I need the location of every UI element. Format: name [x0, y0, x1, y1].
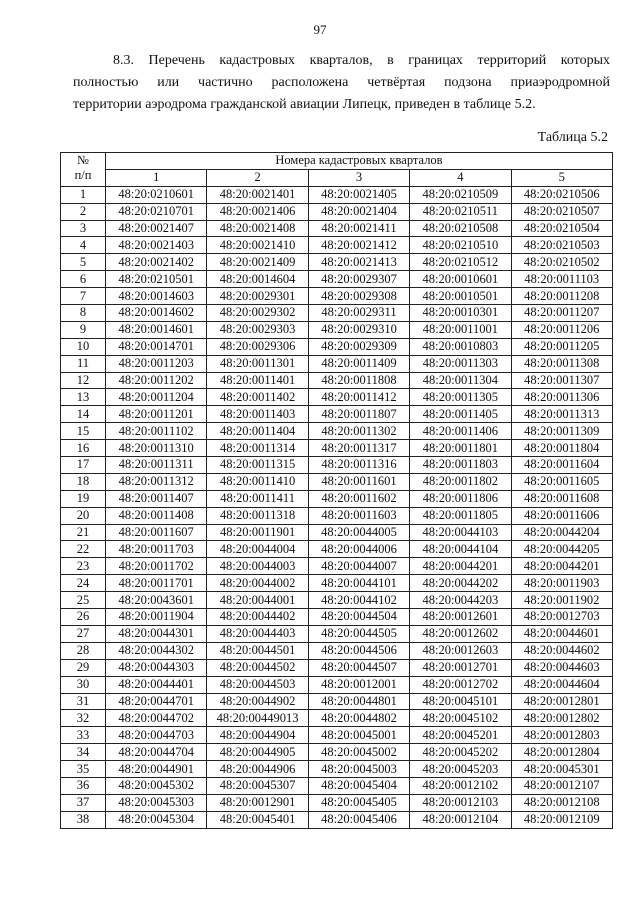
table-row [61, 203, 613, 220]
cadastral-number-cell: 48:20:0011307 [511, 372, 612, 389]
cadastral-number-cell: 48:20:0012601 [410, 609, 511, 626]
table-caption: Таблица 5.2 [537, 130, 608, 145]
table-row [61, 355, 613, 372]
row-number-cell: 7 [61, 288, 106, 305]
cadastral-number-cell: 48:20:0029309 [308, 338, 409, 355]
cadastral-number-cell: 48:20:0044905 [207, 744, 308, 761]
group-header: Номера кадастровых кварталов [106, 153, 613, 170]
row-number-cell: 34 [61, 744, 106, 761]
cadastral-number-cell: 48:20:0045304 [106, 811, 207, 828]
cadastral-number-cell: 48:20:0044506 [308, 642, 409, 659]
cadastral-number-cell: 48:20:0029307 [308, 271, 409, 288]
cadastral-number-cell: 48:20:0011103 [511, 271, 612, 288]
row-number-cell: 14 [61, 406, 106, 423]
table-row [61, 558, 613, 575]
table-row [61, 186, 613, 203]
cadastral-number-cell: 48:20:0011604 [511, 457, 612, 474]
cadastral-number-cell: 48:20:0044504 [308, 609, 409, 626]
cadastral-number-cell: 48:20:0011317 [308, 440, 409, 457]
row-number-cell: 17 [61, 457, 106, 474]
row-number-cell: 16 [61, 440, 106, 457]
cadastral-number-cell: 48:20:0044704 [106, 744, 207, 761]
cadastral-number-cell: 48:20:0045203 [410, 761, 511, 778]
cadastral-number-cell: 48:20:0044702 [106, 710, 207, 727]
cadastral-number-cell: 48:20:0044701 [106, 693, 207, 710]
cadastral-number-cell: 48:20:0045406 [308, 811, 409, 828]
cadastral-number-cell: 48:20:0014601 [106, 321, 207, 338]
table-row [61, 541, 613, 558]
row-number-cell: 27 [61, 625, 106, 642]
cadastral-number-cell: 48:20:0010601 [410, 271, 511, 288]
cadastral-number-cell: 48:20:0011408 [106, 507, 207, 524]
cadastral-number-cell: 48:20:0029302 [207, 305, 308, 322]
cadastral-number-cell: 48:20:0011603 [308, 507, 409, 524]
cadastral-quarters-table [60, 152, 613, 829]
row-number-cell: 11 [61, 355, 106, 372]
table-row [61, 727, 613, 744]
row-number-cell: 31 [61, 693, 106, 710]
row-number-cell: 10 [61, 338, 106, 355]
cadastral-number-cell: 48:20:0021402 [106, 254, 207, 271]
cadastral-number-cell: 48:20:0045102 [410, 710, 511, 727]
cadastral-number-cell: 48:20:0021401 [207, 186, 308, 203]
cadastral-number-cell: 48:20:0021406 [207, 203, 308, 220]
table-row [61, 592, 613, 609]
table-row [61, 625, 613, 642]
cadastral-number-cell: 48:20:0044203 [410, 592, 511, 609]
cadastral-number-cell: 48:20:0044204 [511, 524, 612, 541]
cadastral-number-cell: 48:20:0045003 [308, 761, 409, 778]
row-number-cell: 22 [61, 541, 106, 558]
cadastral-number-cell: 48:20:0029301 [207, 288, 308, 305]
cadastral-number-cell: 48:20:0210507 [511, 203, 612, 220]
cadastral-number-cell: 48:20:0029311 [308, 305, 409, 322]
cadastral-number-cell: 48:20:0012109 [511, 811, 612, 828]
cadastral-number-cell: 48:20:0011312 [106, 473, 207, 490]
cadastral-number-cell: 48:20:0044006 [308, 541, 409, 558]
cadastral-number-cell: 48:20:0044401 [106, 676, 207, 693]
cadastral-number-cell: 48:20:0014701 [106, 338, 207, 355]
cadastral-number-cell: 48:20:0210504 [511, 220, 612, 237]
cadastral-number-cell: 48:20:0011601 [308, 473, 409, 490]
cadastral-number-cell: 48:20:0011314 [207, 440, 308, 457]
row-number-cell: 1 [61, 186, 106, 203]
table-row [61, 271, 613, 288]
cadastral-number-cell: 48:20:0011804 [511, 440, 612, 457]
cadastral-number-cell: 48:20:0045001 [308, 727, 409, 744]
row-number-cell: 18 [61, 473, 106, 490]
cadastral-number-cell: 48:20:0011301 [207, 355, 308, 372]
cadastral-number-cell: 48:20:0210701 [106, 203, 207, 220]
cadastral-number-cell: 48:20:0045302 [106, 777, 207, 794]
cadastral-number-cell: 48:20:0044303 [106, 659, 207, 676]
column-number: 1 [106, 169, 207, 186]
cadastral-number-cell: 48:20:0011202 [106, 372, 207, 389]
cadastral-number-cell: 48:20:0044402 [207, 609, 308, 626]
table-row [61, 220, 613, 237]
cadastral-number-cell: 48:20:0044505 [308, 625, 409, 642]
cadastral-number-cell: 48:20:0012803 [511, 727, 612, 744]
column-number: 3 [308, 169, 409, 186]
cadastral-number-cell: 48:20:0012702 [410, 676, 511, 693]
cadastral-number-cell: 48:20:0044101 [308, 575, 409, 592]
row-number-cell: 29 [61, 659, 106, 676]
cadastral-number-cell: 48:20:0012804 [511, 744, 612, 761]
row-number-header-label: п/п [74, 168, 92, 182]
row-number-cell: 15 [61, 423, 106, 440]
table-row [61, 744, 613, 761]
cadastral-number-cell: 48:20:0044102 [308, 592, 409, 609]
cadastral-number-cell: 48:20:0011406 [410, 423, 511, 440]
table-row [61, 794, 613, 811]
cadastral-number-cell: 48:20:0210509 [410, 186, 511, 203]
cadastral-number-cell: 48:20:0210508 [410, 220, 511, 237]
cadastral-number-cell: 48:20:0011404 [207, 423, 308, 440]
cadastral-number-cell: 48:20:0011316 [308, 457, 409, 474]
column-number: 5 [511, 169, 612, 186]
cadastral-number-cell: 48:20:0044005 [308, 524, 409, 541]
cadastral-number-cell: 48:20:0044202 [410, 575, 511, 592]
cadastral-number-cell: 48:20:0044801 [308, 693, 409, 710]
row-number-cell: 24 [61, 575, 106, 592]
cadastral-number-cell: 48:20:0011306 [511, 389, 612, 406]
cadastral-number-cell: 48:20:0011207 [511, 305, 612, 322]
row-number-cell: 5 [61, 254, 106, 271]
cadastral-number-cell: 48:20:0011305 [410, 389, 511, 406]
row-number-cell: 37 [61, 794, 106, 811]
cadastral-number-cell: 48:20:0010301 [410, 305, 511, 322]
cadastral-number-cell: 48:20:0011401 [207, 372, 308, 389]
table-row [61, 237, 613, 254]
cadastral-number-cell: 48:20:0014602 [106, 305, 207, 322]
cadastral-number-cell: 48:20:0210601 [106, 186, 207, 203]
cadastral-number-cell: 48:20:0210501 [106, 271, 207, 288]
cadastral-number-cell: 48:20:0012104 [410, 811, 511, 828]
cadastral-number-cell: 48:20:0011203 [106, 355, 207, 372]
cadastral-number-cell: 48:20:0044507 [308, 659, 409, 676]
cadastral-number-cell: 48:20:0210512 [410, 254, 511, 271]
cadastral-number-cell: 48:20:0210510 [410, 237, 511, 254]
table-row [61, 777, 613, 794]
cadastral-number-cell: 48:20:0044201 [410, 558, 511, 575]
cadastral-number-cell: 48:20:0011410 [207, 473, 308, 490]
row-number-cell: 9 [61, 321, 106, 338]
table-row [61, 609, 613, 626]
row-number-header [61, 153, 106, 187]
cadastral-number-cell: 48:20:0011206 [511, 321, 612, 338]
row-number-cell: 21 [61, 524, 106, 541]
cadastral-number-cell: 48:20:0011801 [410, 440, 511, 457]
row-number-cell: 2 [61, 203, 106, 220]
cadastral-number-cell: 48:20:0011411 [207, 490, 308, 507]
cadastral-number-cell: 48:20:0011903 [511, 575, 612, 592]
cadastral-number-cell: 48:20:0011204 [106, 389, 207, 406]
table-row [61, 372, 613, 389]
cadastral-number-cell: 48:20:0044901 [106, 761, 207, 778]
cadastral-number-cell: 48:20:0011407 [106, 490, 207, 507]
cadastral-number-cell: 48:20:0044103 [410, 524, 511, 541]
cadastral-number-cell: 48:20:0044802 [308, 710, 409, 727]
table-row [61, 524, 613, 541]
cadastral-number-cell: 48:20:0011602 [308, 490, 409, 507]
table-row [61, 676, 613, 693]
cadastral-number-cell: 48:20:0210506 [511, 186, 612, 203]
cadastral-number-cell: 48:20:0029303 [207, 321, 308, 338]
table-row [61, 440, 613, 457]
table-row [61, 305, 613, 322]
row-number-cell: 32 [61, 710, 106, 727]
cadastral-number-cell: 48:20:0011805 [410, 507, 511, 524]
table-row [61, 642, 613, 659]
table-row [61, 288, 613, 305]
cadastral-number-cell: 48:20:0011607 [106, 524, 207, 541]
cadastral-number-cell: 48:20:0011412 [308, 389, 409, 406]
cadastral-number-cell: 48:20:0045307 [207, 777, 308, 794]
cadastral-number-cell: 48:20:0021412 [308, 237, 409, 254]
cadastral-number-cell: 48:20:0011807 [308, 406, 409, 423]
cadastral-number-cell: 48:20:0021413 [308, 254, 409, 271]
cadastral-number-cell: 48:20:0044403 [207, 625, 308, 642]
cadastral-number-cell: 48:20:0021405 [308, 186, 409, 203]
cadastral-number-cell: 48:20:00449013 [207, 710, 308, 727]
cadastral-number-cell: 48:20:0012001 [308, 676, 409, 693]
cadastral-number-cell: 48:20:0011201 [106, 406, 207, 423]
cadastral-number-cell: 48:20:0011313 [511, 406, 612, 423]
table-row [61, 338, 613, 355]
cadastral-number-cell: 48:20:0011303 [410, 355, 511, 372]
table-row [61, 490, 613, 507]
cadastral-number-cell: 48:20:0011302 [308, 423, 409, 440]
row-number-cell: 4 [61, 237, 106, 254]
cadastral-number-cell: 48:20:0012703 [511, 609, 612, 626]
row-number-cell: 23 [61, 558, 106, 575]
row-number-cell: 3 [61, 220, 106, 237]
cadastral-number-cell: 48:20:0012603 [410, 642, 511, 659]
cadastral-number-cell: 48:20:0014604 [207, 271, 308, 288]
cadastral-number-cell: 48:20:0012901 [207, 794, 308, 811]
cadastral-number-cell: 48:20:0011802 [410, 473, 511, 490]
cadastral-number-cell: 48:20:0044007 [308, 558, 409, 575]
cadastral-number-cell: 48:20:0011702 [106, 558, 207, 575]
cadastral-number-cell: 48:20:0011208 [511, 288, 612, 305]
cadastral-number-cell: 48:20:0044004 [207, 541, 308, 558]
cadastral-number-cell: 48:20:0010501 [410, 288, 511, 305]
row-number-cell: 19 [61, 490, 106, 507]
cadastral-number-cell: 48:20:0012802 [511, 710, 612, 727]
row-number-cell: 8 [61, 305, 106, 322]
cadastral-number-cell: 48:20:0044703 [106, 727, 207, 744]
paragraph-line: 8.3. Перечень кадастровых кварталов, в границах территорий которых [113, 53, 610, 68]
table-row [61, 423, 613, 440]
table-row [61, 473, 613, 490]
cadastral-number-cell: 48:20:0044201 [511, 558, 612, 575]
cadastral-number-cell: 48:20:0011904 [106, 609, 207, 626]
cadastral-number-cell: 48:20:0011902 [511, 592, 612, 609]
cadastral-number-cell: 48:20:0021408 [207, 220, 308, 237]
cadastral-number-cell: 48:20:0011605 [511, 473, 612, 490]
cadastral-number-cell: 48:20:0021410 [207, 237, 308, 254]
row-number-cell: 38 [61, 811, 106, 828]
row-number-cell: 36 [61, 777, 106, 794]
cadastral-number-cell: 48:20:0044906 [207, 761, 308, 778]
table-row [61, 761, 613, 778]
cadastral-number-cell: 48:20:0011318 [207, 507, 308, 524]
cadastral-number-cell: 48:20:0044002 [207, 575, 308, 592]
cadastral-number-cell: 48:20:0011102 [106, 423, 207, 440]
row-number-cell: 12 [61, 372, 106, 389]
cadastral-number-cell: 48:20:0021407 [106, 220, 207, 237]
column-number: 2 [207, 169, 308, 186]
cadastral-number-cell: 48:20:0012103 [410, 794, 511, 811]
paragraph-line: полностью или частично расположена четвёртая подзона приаэродромной [73, 75, 610, 90]
row-number-cell: 6 [61, 271, 106, 288]
table-row [61, 457, 613, 474]
cadastral-number-cell: 48:20:0045202 [410, 744, 511, 761]
cadastral-number-cell: 48:20:0044604 [511, 676, 612, 693]
table-row [61, 811, 613, 828]
cadastral-number-cell: 48:20:0011205 [511, 338, 612, 355]
intro-paragraph [73, 50, 610, 116]
row-number-cell: 30 [61, 676, 106, 693]
cadastral-number-cell: 48:20:0012602 [410, 625, 511, 642]
paragraph-line: территории аэродрома гражданской авиации Липецк, приведен в таблице 5.2. [73, 97, 536, 112]
cadastral-number-cell: 48:20:0044902 [207, 693, 308, 710]
cadastral-number-cell: 48:20:0029310 [308, 321, 409, 338]
table-row [61, 254, 613, 271]
cadastral-number-cell: 48:20:0011309 [511, 423, 612, 440]
cadastral-number-cell: 48:20:0011310 [106, 440, 207, 457]
cadastral-number-cell: 48:20:0010803 [410, 338, 511, 355]
cadastral-number-cell: 48:20:0011405 [410, 406, 511, 423]
cadastral-number-cell: 48:20:0014603 [106, 288, 207, 305]
cadastral-number-cell: 48:20:0045405 [308, 794, 409, 811]
cadastral-number-cell: 48:20:0045401 [207, 811, 308, 828]
cadastral-number-cell: 48:20:0210502 [511, 254, 612, 271]
cadastral-number-cell: 48:20:0044904 [207, 727, 308, 744]
cadastral-number-cell: 48:20:0011315 [207, 457, 308, 474]
table-row [61, 507, 613, 524]
table-row [61, 389, 613, 406]
cadastral-number-cell: 48:20:0011808 [308, 372, 409, 389]
cadastral-number-cell: 48:20:0021404 [308, 203, 409, 220]
cadastral-number-cell: 48:20:0044003 [207, 558, 308, 575]
cadastral-number-cell: 48:20:0011901 [207, 524, 308, 541]
cadastral-number-cell: 48:20:0044301 [106, 625, 207, 642]
row-number-cell: 28 [61, 642, 106, 659]
page-number: 97 [313, 22, 327, 37]
cadastral-number-cell: 48:20:0044205 [511, 541, 612, 558]
cadastral-number-cell: 48:20:0044503 [207, 676, 308, 693]
cadastral-number-cell: 48:20:0011703 [106, 541, 207, 558]
cadastral-number-cell: 48:20:0044501 [207, 642, 308, 659]
cadastral-number-cell: 48:20:0210511 [410, 203, 511, 220]
cadastral-number-cell: 48:20:0021411 [308, 220, 409, 237]
table-body [61, 186, 613, 828]
cadastral-number-cell: 48:20:0044302 [106, 642, 207, 659]
cadastral-number-cell: 48:20:0044601 [511, 625, 612, 642]
cadastral-number-cell: 48:20:0045404 [308, 777, 409, 794]
cadastral-number-cell: 48:20:0011606 [511, 507, 612, 524]
cadastral-number-cell: 48:20:0011304 [410, 372, 511, 389]
cadastral-number-cell: 48:20:0044502 [207, 659, 308, 676]
cadastral-number-cell: 48:20:0012701 [410, 659, 511, 676]
cadastral-number-cell: 48:20:0012801 [511, 693, 612, 710]
table-row [61, 693, 613, 710]
cadastral-number-cell: 48:20:0044602 [511, 642, 612, 659]
cadastral-number-cell: 48:20:0011311 [106, 457, 207, 474]
cadastral-number-cell: 48:20:0045301 [511, 761, 612, 778]
column-number: 4 [410, 169, 511, 186]
cadastral-number-cell: 48:20:0011806 [410, 490, 511, 507]
table-row [61, 406, 613, 423]
row-number-cell: 25 [61, 592, 106, 609]
cadastral-number-cell: 48:20:0045303 [106, 794, 207, 811]
cadastral-number-cell: 48:20:0021409 [207, 254, 308, 271]
row-number-cell: 13 [61, 389, 106, 406]
row-number-cell: 20 [61, 507, 106, 524]
cadastral-number-cell: 48:20:0011308 [511, 355, 612, 372]
cadastral-number-cell: 48:20:0011803 [410, 457, 511, 474]
cadastral-number-cell: 48:20:0029306 [207, 338, 308, 355]
cadastral-number-cell: 48:20:0021403 [106, 237, 207, 254]
cadastral-number-cell: 48:20:0044603 [511, 659, 612, 676]
table-row [61, 321, 613, 338]
cadastral-number-cell: 48:20:0045201 [410, 727, 511, 744]
cadastral-number-cell: 48:20:0011001 [410, 321, 511, 338]
cadastral-number-cell: 48:20:0011701 [106, 575, 207, 592]
cadastral-number-cell: 48:20:0029308 [308, 288, 409, 305]
cadastral-number-cell: 48:20:0210503 [511, 237, 612, 254]
cadastral-number-cell: 48:20:0011409 [308, 355, 409, 372]
cadastral-number-cell: 48:20:0011402 [207, 389, 308, 406]
table-row [61, 710, 613, 727]
cadastral-number-cell: 48:20:0011403 [207, 406, 308, 423]
row-number-header-symbol: № [77, 153, 89, 167]
table-row [61, 575, 613, 592]
row-number-cell: 26 [61, 609, 106, 626]
row-number-cell: 35 [61, 761, 106, 778]
cadastral-number-cell: 48:20:0044104 [410, 541, 511, 558]
cadastral-number-cell: 48:20:0045002 [308, 744, 409, 761]
table-row [61, 659, 613, 676]
cadastral-number-cell: 48:20:0045101 [410, 693, 511, 710]
cadastral-number-cell: 48:20:0012102 [410, 777, 511, 794]
cadastral-number-cell: 48:20:0043601 [106, 592, 207, 609]
cadastral-number-cell: 48:20:0012108 [511, 794, 612, 811]
row-number-cell: 33 [61, 727, 106, 744]
cadastral-number-cell: 48:20:0011608 [511, 490, 612, 507]
cadastral-number-cell: 48:20:0012107 [511, 777, 612, 794]
cadastral-number-cell: 48:20:0044001 [207, 592, 308, 609]
